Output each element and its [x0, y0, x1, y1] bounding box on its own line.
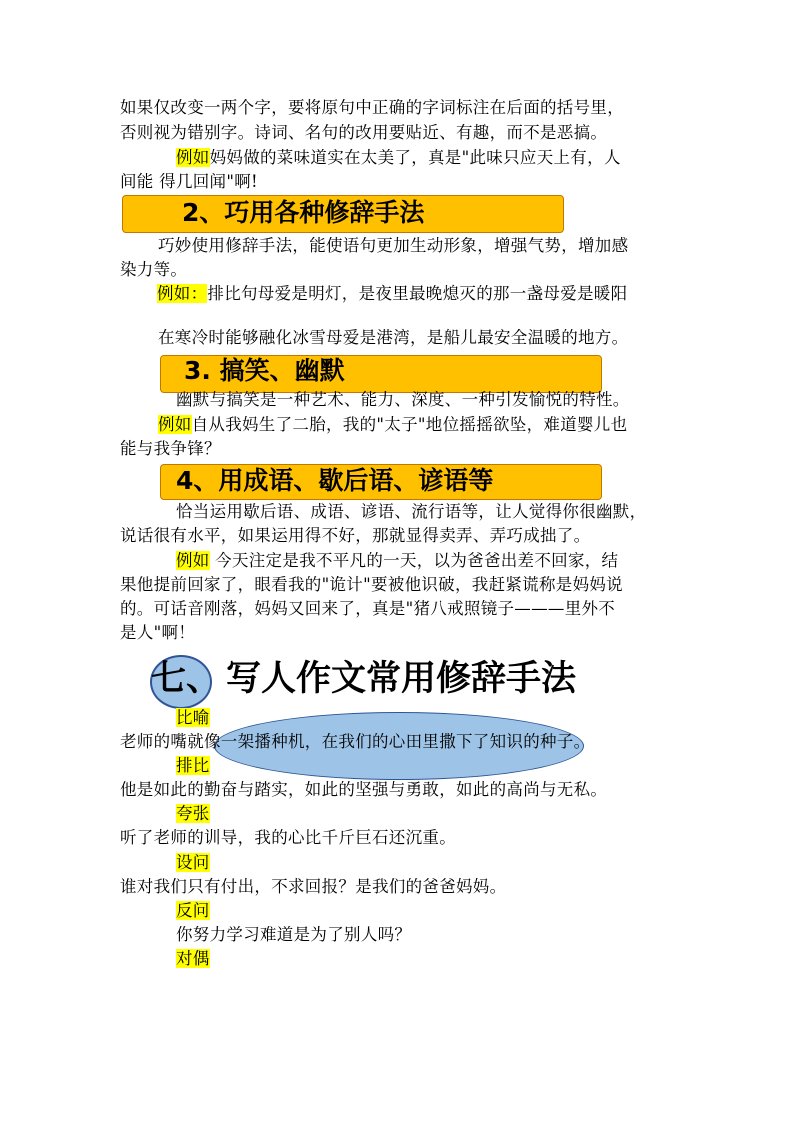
example-text: 自从我妈生了二胎，我的"太子"地位摇摇欲坠，难道婴儿也	[191, 415, 628, 434]
section3-heading: 3. 搞笑、幽默	[184, 356, 345, 385]
section4-example	[176, 549, 618, 573]
example-text: 妈妈做的菜味道实在太美了，真是"此味只应天上有，人	[209, 148, 621, 167]
section2-p1: 巧妙使用修辞手法，能使语句更加生动形象，增强气势，增加感	[158, 236, 629, 255]
item-label-metaphor: 比喻	[176, 708, 210, 727]
item-text-rhetorical-question: 你努力学习难道是为了别人吗？	[176, 925, 412, 944]
intro-example-cont: 间能 得几回闻"啊!	[120, 172, 258, 191]
item-label-parallelism: 排比	[176, 756, 210, 775]
example-label: 例如：	[157, 284, 208, 303]
section3-example	[158, 413, 627, 437]
item-text-hypophora: 谁对我们只有付出，不求回报？是我们的爸爸妈妈。	[120, 877, 507, 896]
section4-example-cont1: 果他提前回家了，眼看我的"诡计"要被他识破，我赶紧谎称是妈妈说	[120, 575, 623, 594]
intro-line-1: 如果仅改变一两个字，要将原句中正确的字词标注在后面的括号里，	[120, 98, 624, 117]
intro-example	[176, 146, 621, 170]
section7-title: 写人作文常用修辞手法	[226, 659, 577, 699]
section2-example-cont: 在寒冷时能够融化冰雪母爱是港湾，是船儿最安全温暖的地方。	[158, 328, 629, 347]
section2-p2: 染力等。	[120, 260, 188, 279]
example-label: 例如	[176, 551, 210, 570]
item-text-metaphor: 老师的嘴就像一架播种机，在我们的心田里撒下了知识的种子。	[120, 732, 591, 751]
section4-p2: 说话很有水平，如果运用得不好，那就显得卖弄、弄巧成拙了。	[120, 526, 591, 545]
section4-p1: 恰当运用歇后语、成语、谚语、流行语等，让人觉得你很幽默，	[176, 502, 647, 521]
item-label-rhetorical-question: 反问	[176, 901, 210, 920]
item-text-hyperbole: 听了老师的训导，我的心比千斤巨石还沉重。	[120, 828, 456, 847]
section3-p1: 幽默与搞笑是一种艺术、能力、深度、一种引发愉悦的特性。	[176, 390, 630, 409]
item-label-hyperbole: 夸张	[176, 804, 210, 823]
item-text-parallelism: 他是如此的勤奋与踏实，如此的坚强与勇敢，如此的高尚与无私。	[120, 780, 608, 799]
item-label-antithesis: 对偶	[176, 949, 210, 968]
section2-example	[157, 282, 627, 306]
example-label: 例如	[158, 415, 192, 434]
example-text: 排比句母爱是明灯，是夜里最晚熄灭的那一盏母爱是暖阳	[207, 284, 628, 303]
section7-number: 七、	[151, 659, 222, 699]
section4-heading: 4、用成语、歇后语、谚语等	[176, 466, 494, 495]
example-text: 今天注定是我不平凡的一天，以为爸爸出差不回家，结	[209, 551, 619, 570]
example-label: 例如	[176, 148, 210, 167]
section3-example-cont: 能与我争锋？	[120, 439, 221, 458]
item-label-hypophora: 设问	[176, 853, 210, 872]
section2-heading: 2、巧用各种修辞手法	[182, 198, 425, 227]
section4-example-cont2: 的。可话音刚落，妈妈又回来了，真是"猪八戒照镜子———里外不	[120, 599, 616, 618]
section4-example-cont3: 是人"啊！	[120, 623, 196, 642]
intro-line-2: 否则视为错别字。诗词、名句的改用要贴近、有趣，而不是恶搞。	[120, 123, 608, 142]
